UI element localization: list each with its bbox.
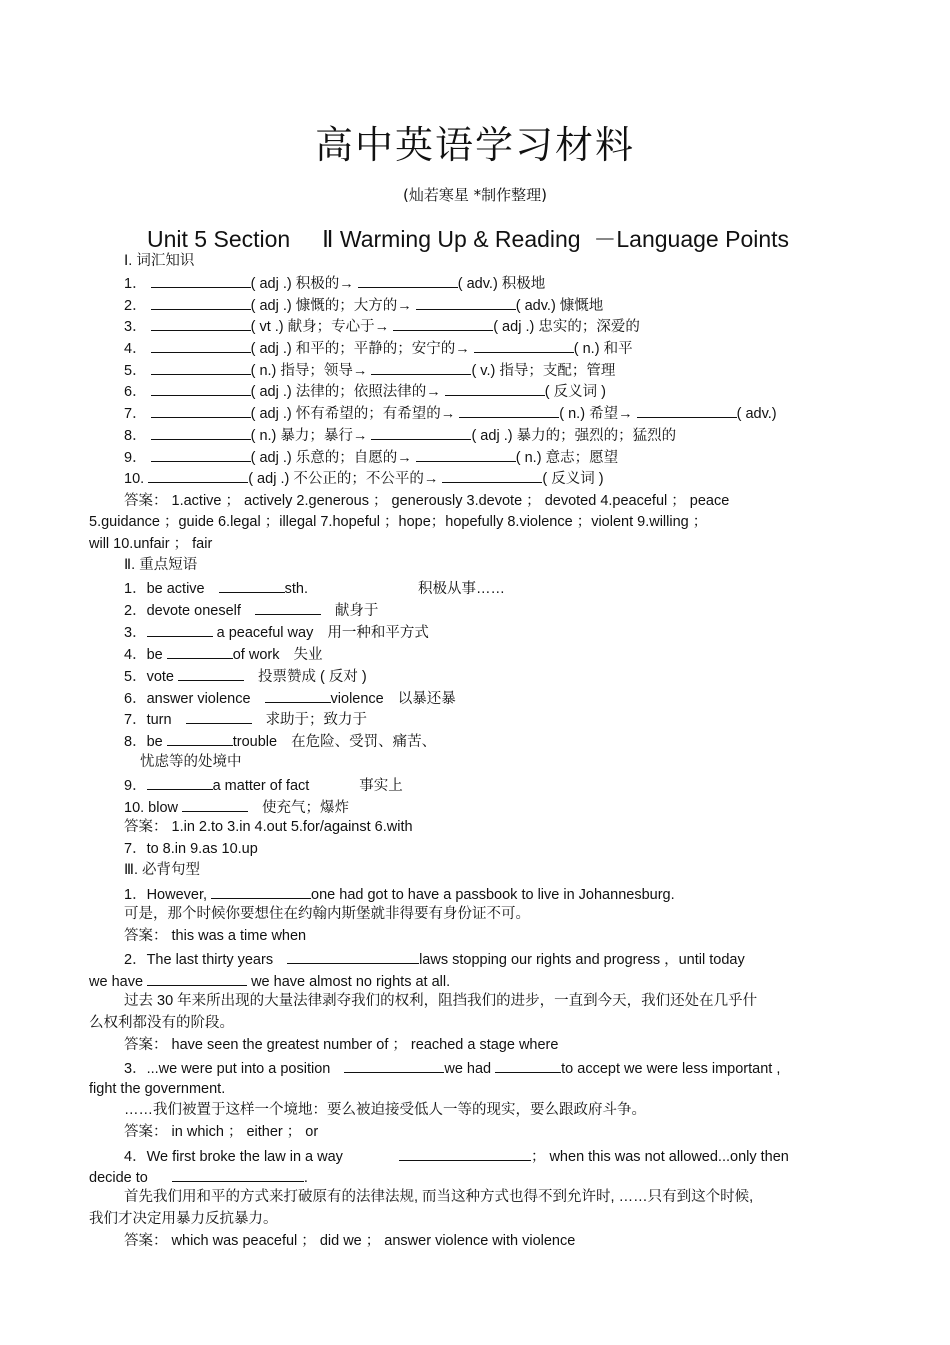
vocab-item: 8． ( n.) 暴力；暴行→ ( adj .) 暴力的；强烈的；猛烈的 <box>124 424 676 446</box>
phrase-item: 6．answer violence violence 以暴还暴 <box>124 687 456 709</box>
phrase-item-continuation: 忧虑等的处境中 <box>140 754 242 770</box>
phrase-item: 10. blow 使充气；爆炸 <box>124 796 349 818</box>
sentence-3-translation: ……我们被置于这样一个境地：要么被迫接受低人一等的现实，要么跟政府斗争。 <box>124 1102 646 1118</box>
subtitle: (灿若寒星 *制作整理) <box>403 186 547 204</box>
vocab-item: 2． ( adj .) 慷慨的；大方的→ ( adv.) 慷慨地 <box>124 294 603 316</box>
sentence-1-translation: 可是，那个时候你要想住在约翰内斯堡就非得要有身份证不可。 <box>124 906 530 922</box>
answer-line: 5.guidance ；guide 6.legal ；illegal 7.hopeful ；hope；hopefully 8.violence ；violent 9.willing ； <box>89 514 708 530</box>
answer-line: 答案： 1.active ； actively 2.generous ； generously 3.devote ； devoted 4.peaceful ； peace <box>124 493 730 509</box>
phrase-item: 4．be of work 失业 <box>124 643 322 665</box>
section1-heading: Ⅰ. 词汇知识 <box>124 253 195 269</box>
section3-heading: Ⅲ. 必背句型 <box>124 862 201 878</box>
vocab-item: 10. ( adj .) 不公正的；不公平的→ ( 反义词 ) <box>124 467 604 489</box>
vocab-item: 4． ( adj .) 和平的；平静的；安宁的→ ( n.) 和平 <box>124 337 633 359</box>
sentence-2-translation-cont: 么权利都没有的阶段。 <box>89 1015 234 1031</box>
sentence-4-translation: 首先我们用和平的方式来打破原有的法律法规, 而当这种方式也得不到允许时, ……只有到这个时候, <box>124 1189 754 1205</box>
vocab-item: 5． ( n.) 指导；领导→ ( v.) 指导；支配；管理 <box>124 359 615 381</box>
phrase-item: 3． a peaceful way 用一种和平方式 <box>124 621 429 643</box>
answer-line: 7．to 8.in 9.as 10.up <box>124 841 258 857</box>
phrase-item: 8．be trouble 在危险、受罚、痛苦、 <box>124 730 436 752</box>
sentence-1: 1．However, one had got to have a passbook to live in Johannesburg. <box>124 883 675 905</box>
vocab-item: 6． ( adj .) 法律的；依照法律的→ ( 反义词 ) <box>124 380 606 402</box>
phrase-item: 2．devote oneself 献身于 <box>124 599 378 621</box>
phrase-item: 7．turn 求助于；致力于 <box>124 708 367 730</box>
sentence-4: 4．We first broke the law in a way ； when this was not allowed...only then <box>124 1145 789 1167</box>
page-title: 高中英语学习材料 <box>314 123 635 167</box>
sentence-4-line2: decide to . <box>89 1166 308 1188</box>
sentence-1-answer: 答案： this was a time when <box>124 928 307 944</box>
vocab-item: 9． ( adj .) 乐意的；自愿的→ ( n.) 意志；愿望 <box>124 446 618 468</box>
phrase-item: 1．be active sth. 积极从事…… <box>124 577 505 599</box>
answer-line: will 10.unfair ； fair <box>89 536 213 552</box>
sentence-2-line2: we have we have almost no rights at all. <box>89 970 450 992</box>
vocab-item: 3． ( vt .) 献身；专心于→ ( adj .) 忠实的；深爱的 <box>124 315 640 337</box>
sentence-3-line2: fight the government. <box>89 1081 226 1097</box>
sentence-3: 3．...we were put into a position we had to accept we were less important , <box>124 1057 780 1079</box>
sentence-4-translation-cont: 我们才决定用暴力反抗暴力。 <box>89 1211 278 1227</box>
answer-line: 答案： 1.in 2.to 3.in 4.out 5.for/against 6.with <box>124 819 413 835</box>
sentence-2-answer: 答案： have seen the greatest number of ； reached a stage where <box>124 1037 559 1053</box>
sentence-3-answer: 答案： in which ； either ； or <box>124 1124 319 1140</box>
phrase-item: 9． a matter of fact 事实上 <box>124 774 403 796</box>
section2-heading: Ⅱ. 重点短语 <box>124 557 198 573</box>
unit-heading: Unit 5 Section Ⅱ Warming Up & Reading －Language Points <box>147 226 790 252</box>
vocab-item: 1． ( adj .) 积极的→ ( adv.) 积极地 <box>124 272 545 294</box>
sentence-2: 2．The last thirty years laws stopping our rights and progress ，until today <box>124 948 745 970</box>
sentence-4-answer: 答案： which was peaceful ； did we ； answer violence with violence <box>124 1233 576 1249</box>
sentence-2-translation: 过去 30 年来所出现的大量法律剥夺我们的权利，阻挡我们的进步，一直到今天，我们还处在几乎什 <box>124 993 758 1009</box>
vocab-item: 7． ( adj .) 怀有希望的；有希望的→ ( n.) 希望→ ( adv.) <box>124 402 777 424</box>
phrase-item: 5．vote 投票赞成 ( 反对 ) <box>124 665 367 687</box>
